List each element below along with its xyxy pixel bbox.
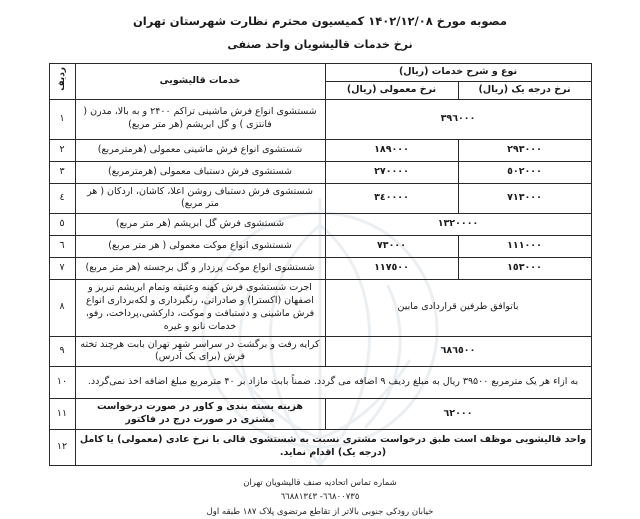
table-header-group-row — [49, 64, 591, 82]
row-3-grade-one: ٥٠٢٠٠٠ — [458, 161, 591, 183]
table-row — [49, 161, 591, 183]
row-5-merged-price: ١٣٢٠٠٠٠ — [325, 214, 591, 236]
row-3-service: شستشوی فرش دستباف معمولی (هرمترمربع) — [75, 161, 325, 183]
row-3-normal: ٢٧٠٠٠٠ — [325, 161, 458, 183]
table-row — [49, 99, 591, 139]
row-12-number: ١٢ — [49, 429, 75, 465]
row-4-number: ٤ — [49, 183, 75, 214]
row-1-service: شستشوی انواع فرش ماشینی تراکم ۲۴۰۰ و به بالا، مدرن ( فانتزی ) و گل ابریشم (هر متر مربع) — [75, 99, 325, 139]
header-row-number-label: ردیف — [56, 66, 67, 91]
row-1-merged-price: ٣٩٦٠٠٠ — [325, 99, 591, 139]
row-8-merged-note: باتوافق طرفین قراردادی مابین — [325, 280, 591, 336]
row-6-number: ٦ — [49, 236, 75, 258]
header-price-grade-one: نرخ درجه یک (ریال) — [458, 81, 591, 99]
row-5-number: ٥ — [49, 214, 75, 236]
table-row — [49, 429, 591, 465]
table-row — [49, 367, 591, 399]
row-7-grade-one: ١٥٣٠٠٠ — [458, 258, 591, 280]
table-header — [49, 64, 591, 100]
table-row — [49, 183, 591, 214]
table-row — [49, 280, 591, 336]
row-9-service: کرایه رفت و برگشت در سراسر شهر تهران بابت هرچند تخته فرش (برای یک آدرس) — [75, 336, 325, 367]
row-10-note: به ازاء هر یک مترمربع ۳۹۵۰۰ ریال به مبلغ ردیف ۹ اضافه می گردد. ضمناً بابت مازاد بر ۴۰ مترمربع مبلغ اضافه اخذ نمی‌گردد. — [75, 367, 591, 399]
header-price-group: نوع و شرح خدمات (ریال) — [325, 64, 591, 82]
footer-phone-numbers: ٦٦٨٠٠٧٣٥- ٦٦٨٨١٣٤٣ — [280, 492, 360, 503]
row-1-number: ١ — [49, 99, 75, 139]
document-subtitle: نرخ خدمات قالیشویان واحد صنفی — [227, 38, 413, 51]
table-row — [49, 399, 591, 430]
table-row — [49, 336, 591, 367]
row-7-number: ٧ — [49, 258, 75, 280]
row-6-service: شستشوی انواع موکت معمولی ( هر متر مربع) — [75, 236, 325, 258]
row-11-service: هزینه بسته بندی و کاور در صورت درخواست مشتری در صورت درج در فاکتور — [75, 399, 325, 430]
row-10-number: ١٠ — [49, 367, 75, 399]
row-2-service: شستشوی انواع فرش ماشینی معمولی (هرمترمربع) — [75, 139, 325, 161]
row-9-number: ٩ — [49, 336, 75, 367]
footer-union-contact: شماره تماس اتحادیه صنف قالیشویان تهران — [243, 477, 397, 488]
row-4-normal: ٣٤٠٠٠٠ — [325, 183, 458, 214]
row-4-grade-one: ٧١٣٠٠٠ — [458, 183, 591, 214]
row-2-normal: ١٨٩٠٠٠ — [325, 139, 458, 161]
table-row — [49, 214, 591, 236]
row-9-merged-price: ٦٨٦٥٠٠ — [325, 336, 591, 367]
document-title: مصوبه مورخ ۱۴۰۲/۱۲/۰۸ کمیسیون محترم نظارت شهرستان تهران — [132, 14, 507, 28]
row-5-service: شستشوی فرش گل ابریشم (هر متر مربع) — [75, 214, 325, 236]
table-row — [49, 236, 591, 258]
row-7-service: شستشوی انواع موکت پرزدار و گل برجسته (هر متر مربع) — [75, 258, 325, 280]
footer-address: خیابان رودکی جنوبی بالاتر از تقاطع مرتضوی پلاک ١٨٧ طبقه اول — [206, 506, 434, 517]
row-12-note: واحد قالیشویی موظف است طبق درخواست مشتری نسبت به شستشوی قالی با نرخ عادی (معمولی) یا کامل (درجه یک) اقدام نماید. — [75, 429, 591, 465]
row-8-service: اجرت شستشوی فرش کهنه وعتیقه وتمام ابریشم تبریز و اصفهان (اکسترا) و صادراتی، رنگبرداری و لکه‌برداری انواع فرش ماشینی و دستبافت و موکت، دارکشی،پرداخت، رفو، خدمات نانو و غیره — [75, 280, 325, 336]
tariff-table — [49, 63, 592, 466]
table-row — [49, 139, 591, 161]
row-6-grade-one: ١١١٠٠٠ — [458, 236, 591, 258]
row-2-grade-one: ٢٩٣٠٠٠ — [458, 139, 591, 161]
table-body — [49, 99, 591, 465]
table-row — [49, 258, 591, 280]
row-2-number: ٢ — [49, 139, 75, 161]
footer — [49, 476, 591, 519]
row-6-normal: ٧٣٠٠٠ — [325, 236, 458, 258]
header-price-normal: نرخ معمولی (ریال) — [325, 81, 458, 99]
row-7-normal: ١١٧٥٠٠ — [325, 258, 458, 280]
row-4-service: شستشوی فرش دستباف روشن اعلا، کاشان، اردکان ( هر متر مربع) — [75, 183, 325, 214]
row-3-number: ٣ — [49, 161, 75, 183]
header-row-number — [49, 64, 75, 100]
row-11-merged-price: ٦٢٠٠٠ — [325, 399, 591, 430]
row-8-number: ٨ — [49, 280, 75, 336]
header-service: خدمات قالیشویی — [75, 64, 325, 100]
row-11-number: ١١ — [49, 399, 75, 430]
